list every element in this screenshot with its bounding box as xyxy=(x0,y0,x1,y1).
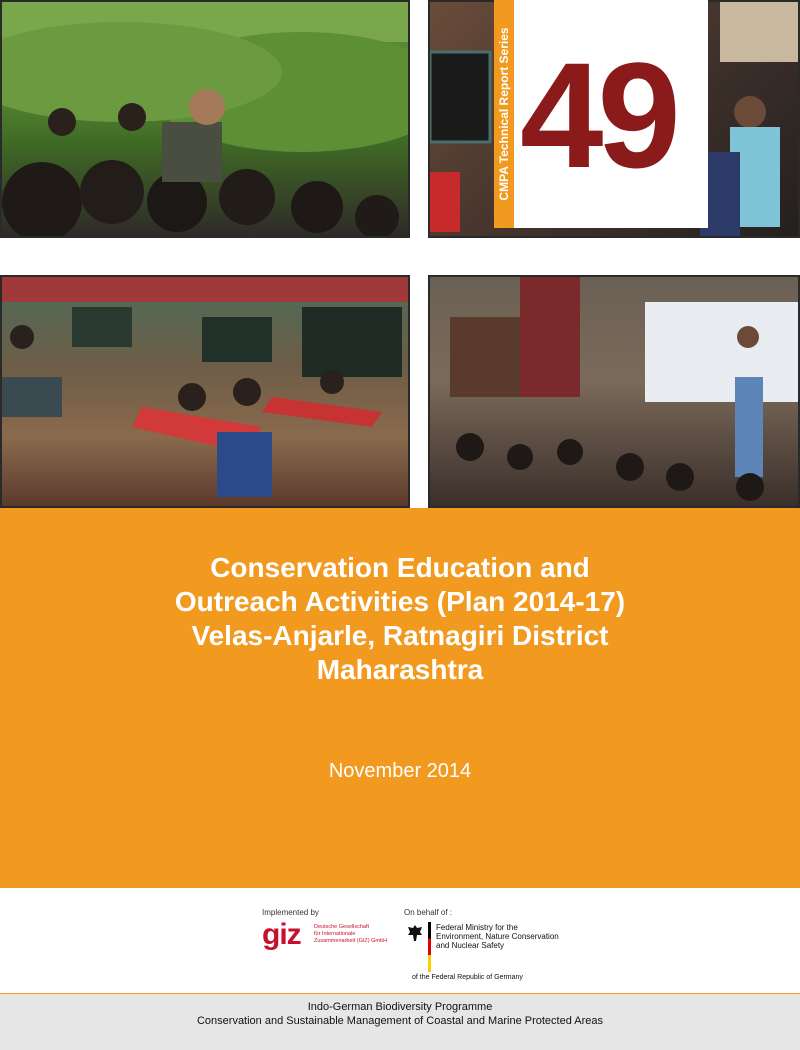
on-behalf-of-label: On behalf of : xyxy=(404,908,453,917)
ministry-name-line: Federal Ministry for the xyxy=(436,923,518,932)
photo-scene-field xyxy=(2,2,408,236)
federal-republic-label: of the Federal Republic of Germany xyxy=(412,974,523,981)
federal-eagle-icon xyxy=(407,924,423,942)
report-title-line: Conservation Education and xyxy=(210,552,590,583)
giz-name-line: Deutsche Gesellschaft xyxy=(314,924,370,930)
ministry-name-line: Environment, Nature Conservation xyxy=(436,932,559,941)
title-band xyxy=(0,508,800,888)
series-number: 49 xyxy=(520,31,675,199)
giz-full-name xyxy=(314,924,414,945)
giz-logo: giz xyxy=(262,918,301,951)
report-title-line: Velas-Anjarle, Ratnagiri District xyxy=(191,620,609,651)
series-label: CMPA Technical Report Series xyxy=(497,27,511,201)
footer xyxy=(0,994,800,1050)
giz-name-line: für Internationale xyxy=(314,931,356,937)
ministry-name xyxy=(436,923,576,950)
photo-scene-classroom xyxy=(2,277,408,506)
report-title-line: Outreach Activities (Plan 2014-17) xyxy=(174,586,626,617)
programme-name: Indo-German Biodiversity Programme xyxy=(307,1001,493,1013)
series-label-box xyxy=(494,0,708,228)
programme-subtitle: Conservation and Sustainable Management of Coastal and Marine Protected Areas xyxy=(196,1015,604,1027)
series-strip xyxy=(494,0,514,228)
report-date: November 2014 xyxy=(328,760,472,782)
implemented-by-label: Implemented by xyxy=(262,908,319,917)
report-title-line: Maharashtra xyxy=(316,654,484,685)
photo-teacher-with-students-outdoors xyxy=(0,0,410,238)
ministry-name-line: and Nuclear Safety xyxy=(436,941,505,950)
logo-area xyxy=(0,888,800,994)
report-title xyxy=(60,551,740,687)
photo-classroom-students-at-desks xyxy=(0,275,410,508)
german-flag-bar xyxy=(428,922,431,972)
photo-presenter-with-projector xyxy=(428,275,800,508)
giz-name-line: Zusammenarbeit (GIZ) GmbH xyxy=(314,938,388,944)
photo-scene-projection xyxy=(430,277,798,506)
